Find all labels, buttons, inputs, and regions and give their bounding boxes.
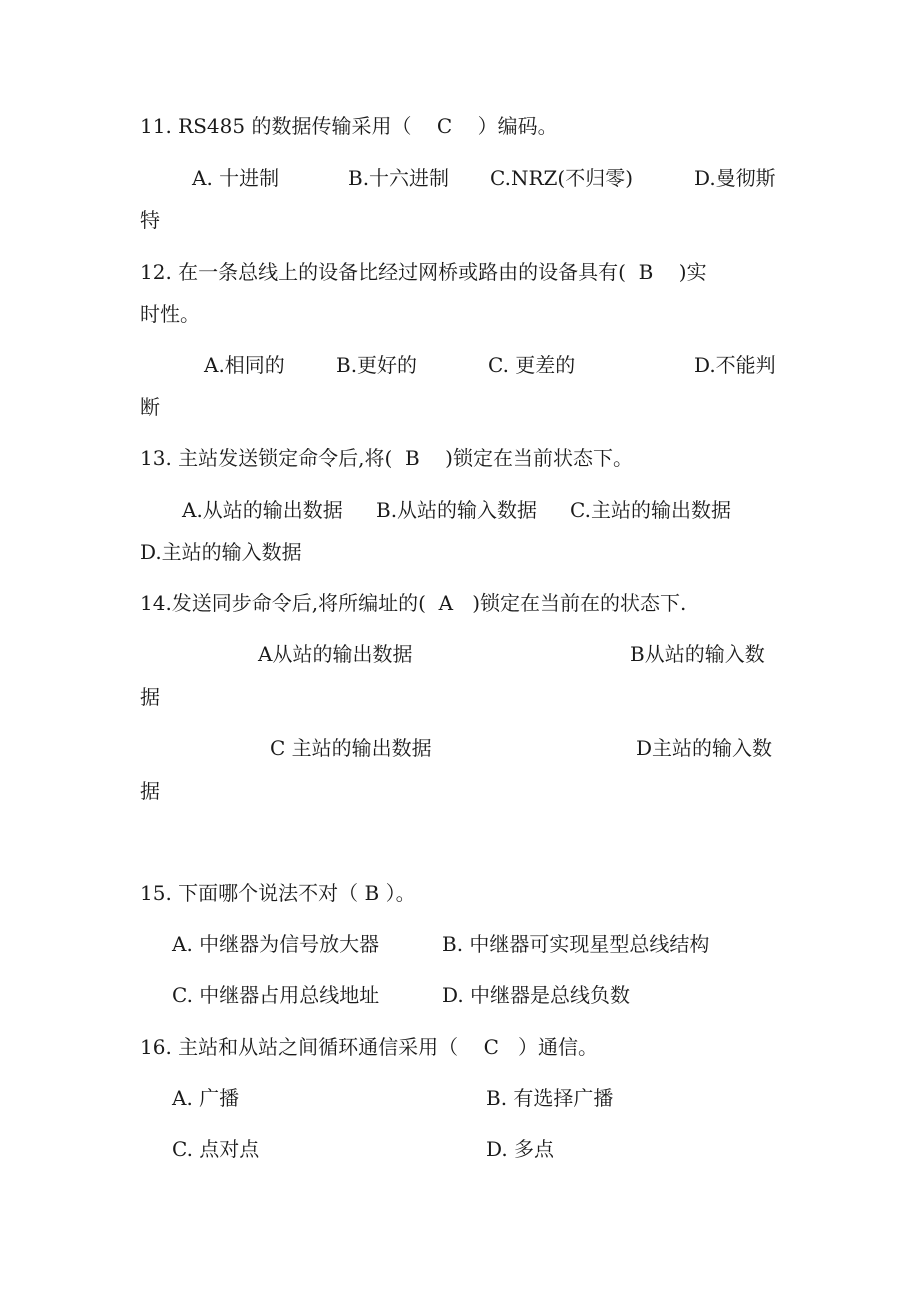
question-14-stem: 14.发送同步命令后,将所编址的( A )锁定在当前在的状态下.: [140, 591, 687, 615]
question-11-option-d-wrap: 特: [140, 208, 160, 232]
question-13-stem: 13. 主站发送锁定命令后,将( B )锁定在当前状态下。: [140, 446, 633, 470]
question-11-stem: 11. RS485 的数据传输采用（ C ）编码。: [140, 114, 558, 138]
question-14-option-a: A从站的输出数据: [258, 642, 413, 666]
question-13-option-b: B.从站的输入数据: [376, 498, 538, 522]
question-11-option-a: A. 十进制: [192, 166, 280, 190]
question-15-stem: 15. 下面哪个说法不对（ B ）。: [140, 881, 416, 905]
question-14-option-b: B从站的输入数: [630, 642, 765, 666]
question-14-option-d: D主站的输入数: [636, 736, 773, 760]
question-16-stem: 16. 主站和从站之间循环通信采用（ C ）通信。: [140, 1035, 598, 1059]
question-12-option-b: B.更好的: [336, 353, 418, 377]
question-15-option-d: D. 中继器是总线负数: [442, 983, 631, 1007]
question-11-option-d: D.曼彻斯: [694, 166, 776, 190]
question-14-option-b-wrap: 据: [140, 685, 160, 709]
question-13-option-d: D.主站的输入数据: [140, 540, 302, 564]
question-16-option-a: A. 广播: [172, 1086, 240, 1110]
question-14-option-c: C 主站的输出数据: [270, 736, 432, 760]
question-16-option-d: D. 多点: [486, 1137, 555, 1161]
question-12-stem-wrap: 时性。: [140, 302, 200, 326]
question-14-option-d-wrap: 据: [140, 779, 160, 803]
question-12-option-d: D.不能判: [694, 353, 776, 377]
question-15-option-c: C. 中继器占用总线地址: [172, 983, 380, 1007]
question-12-stem: 12. 在一条总线上的设备比经过网桥或路由的设备具有( B )实: [140, 260, 707, 284]
question-12-option-d-wrap: 断: [140, 395, 160, 419]
question-11-option-c: C.NRZ(不归零): [490, 166, 634, 190]
question-12-option-c: C. 更差的: [488, 353, 576, 377]
question-13-option-a: A.从站的输出数据: [182, 498, 343, 522]
question-16-option-c: C. 点对点: [172, 1137, 260, 1161]
question-16-option-b: B. 有选择广播: [486, 1086, 614, 1110]
question-13-option-c: C.主站的输出数据: [570, 498, 731, 522]
question-12-option-a: A.相同的: [204, 353, 285, 377]
question-15-option-b: B. 中继器可实现星型总线结构: [442, 932, 710, 956]
question-11-option-b: B.十六进制: [348, 166, 450, 190]
question-15-option-a: A. 中继器为信号放大器: [172, 932, 380, 956]
